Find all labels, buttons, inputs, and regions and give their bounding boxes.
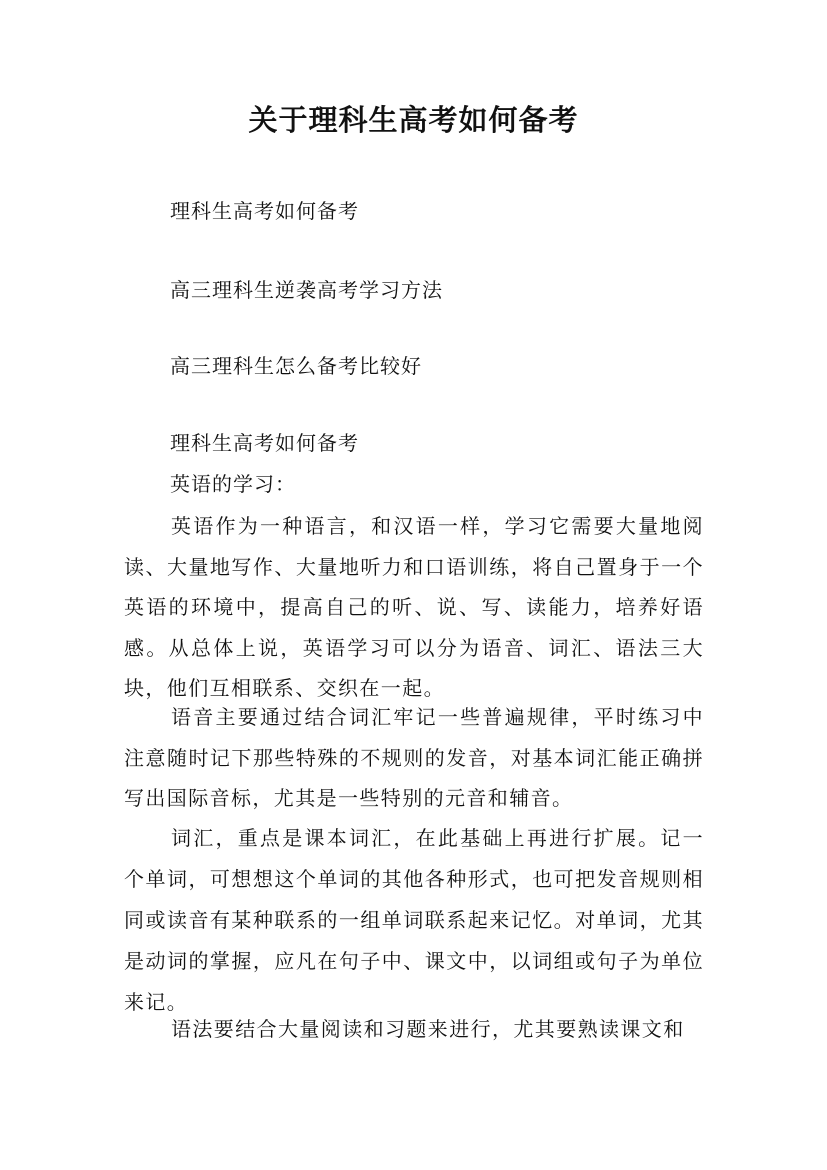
toc-item-2: 高三理科生逆袭高考学习方法 xyxy=(170,278,443,302)
section-heading: 理科生高考如何备考 xyxy=(170,431,359,455)
toc-item-3: 高三理科生怎么备考比较好 xyxy=(170,354,422,378)
paragraph-vocabulary: 词汇，重点是课本词汇，在此基础上再进行扩展。记一个单词，可想想这个单词的其他各种形式，也可把发音规则相同或读音有某种联系的一组单词联系起来记忆。对单词，尤其是动词的掌握，应凡在句子中、课文中，以词组或句子为单位来记。 xyxy=(124,826,704,1014)
document-title: 关于理科生高考如何备考 xyxy=(248,103,579,137)
paragraph-english-intro: 英语作为一种语言，和汉语一样，学习它需要大量地阅读、大量地写作、大量地听力和口语训练，将自己置身于一个英语的环境中，提高自己的听、说、写、读能力，培养好语感。从总体上说，英语学习可以分为语音、词汇、语法三大块，他们互相联系、交织在一起。 xyxy=(124,514,704,701)
paragraph-grammar: 语法要结合大量阅读和习题来进行，尤其要熟读课文和 xyxy=(171,1017,685,1041)
toc-item-1: 理科生高考如何备考 xyxy=(170,199,359,223)
paragraph-pronunciation: 语音主要通过结合词汇牢记一些普遍规律，平时练习中注意随时记下那些特殊的不规则的发音，对基本词汇能正确拼写出国际音标，尤其是一些特别的元音和辅音。 xyxy=(124,705,704,811)
subheading-english: 英语的学习： xyxy=(170,472,296,496)
